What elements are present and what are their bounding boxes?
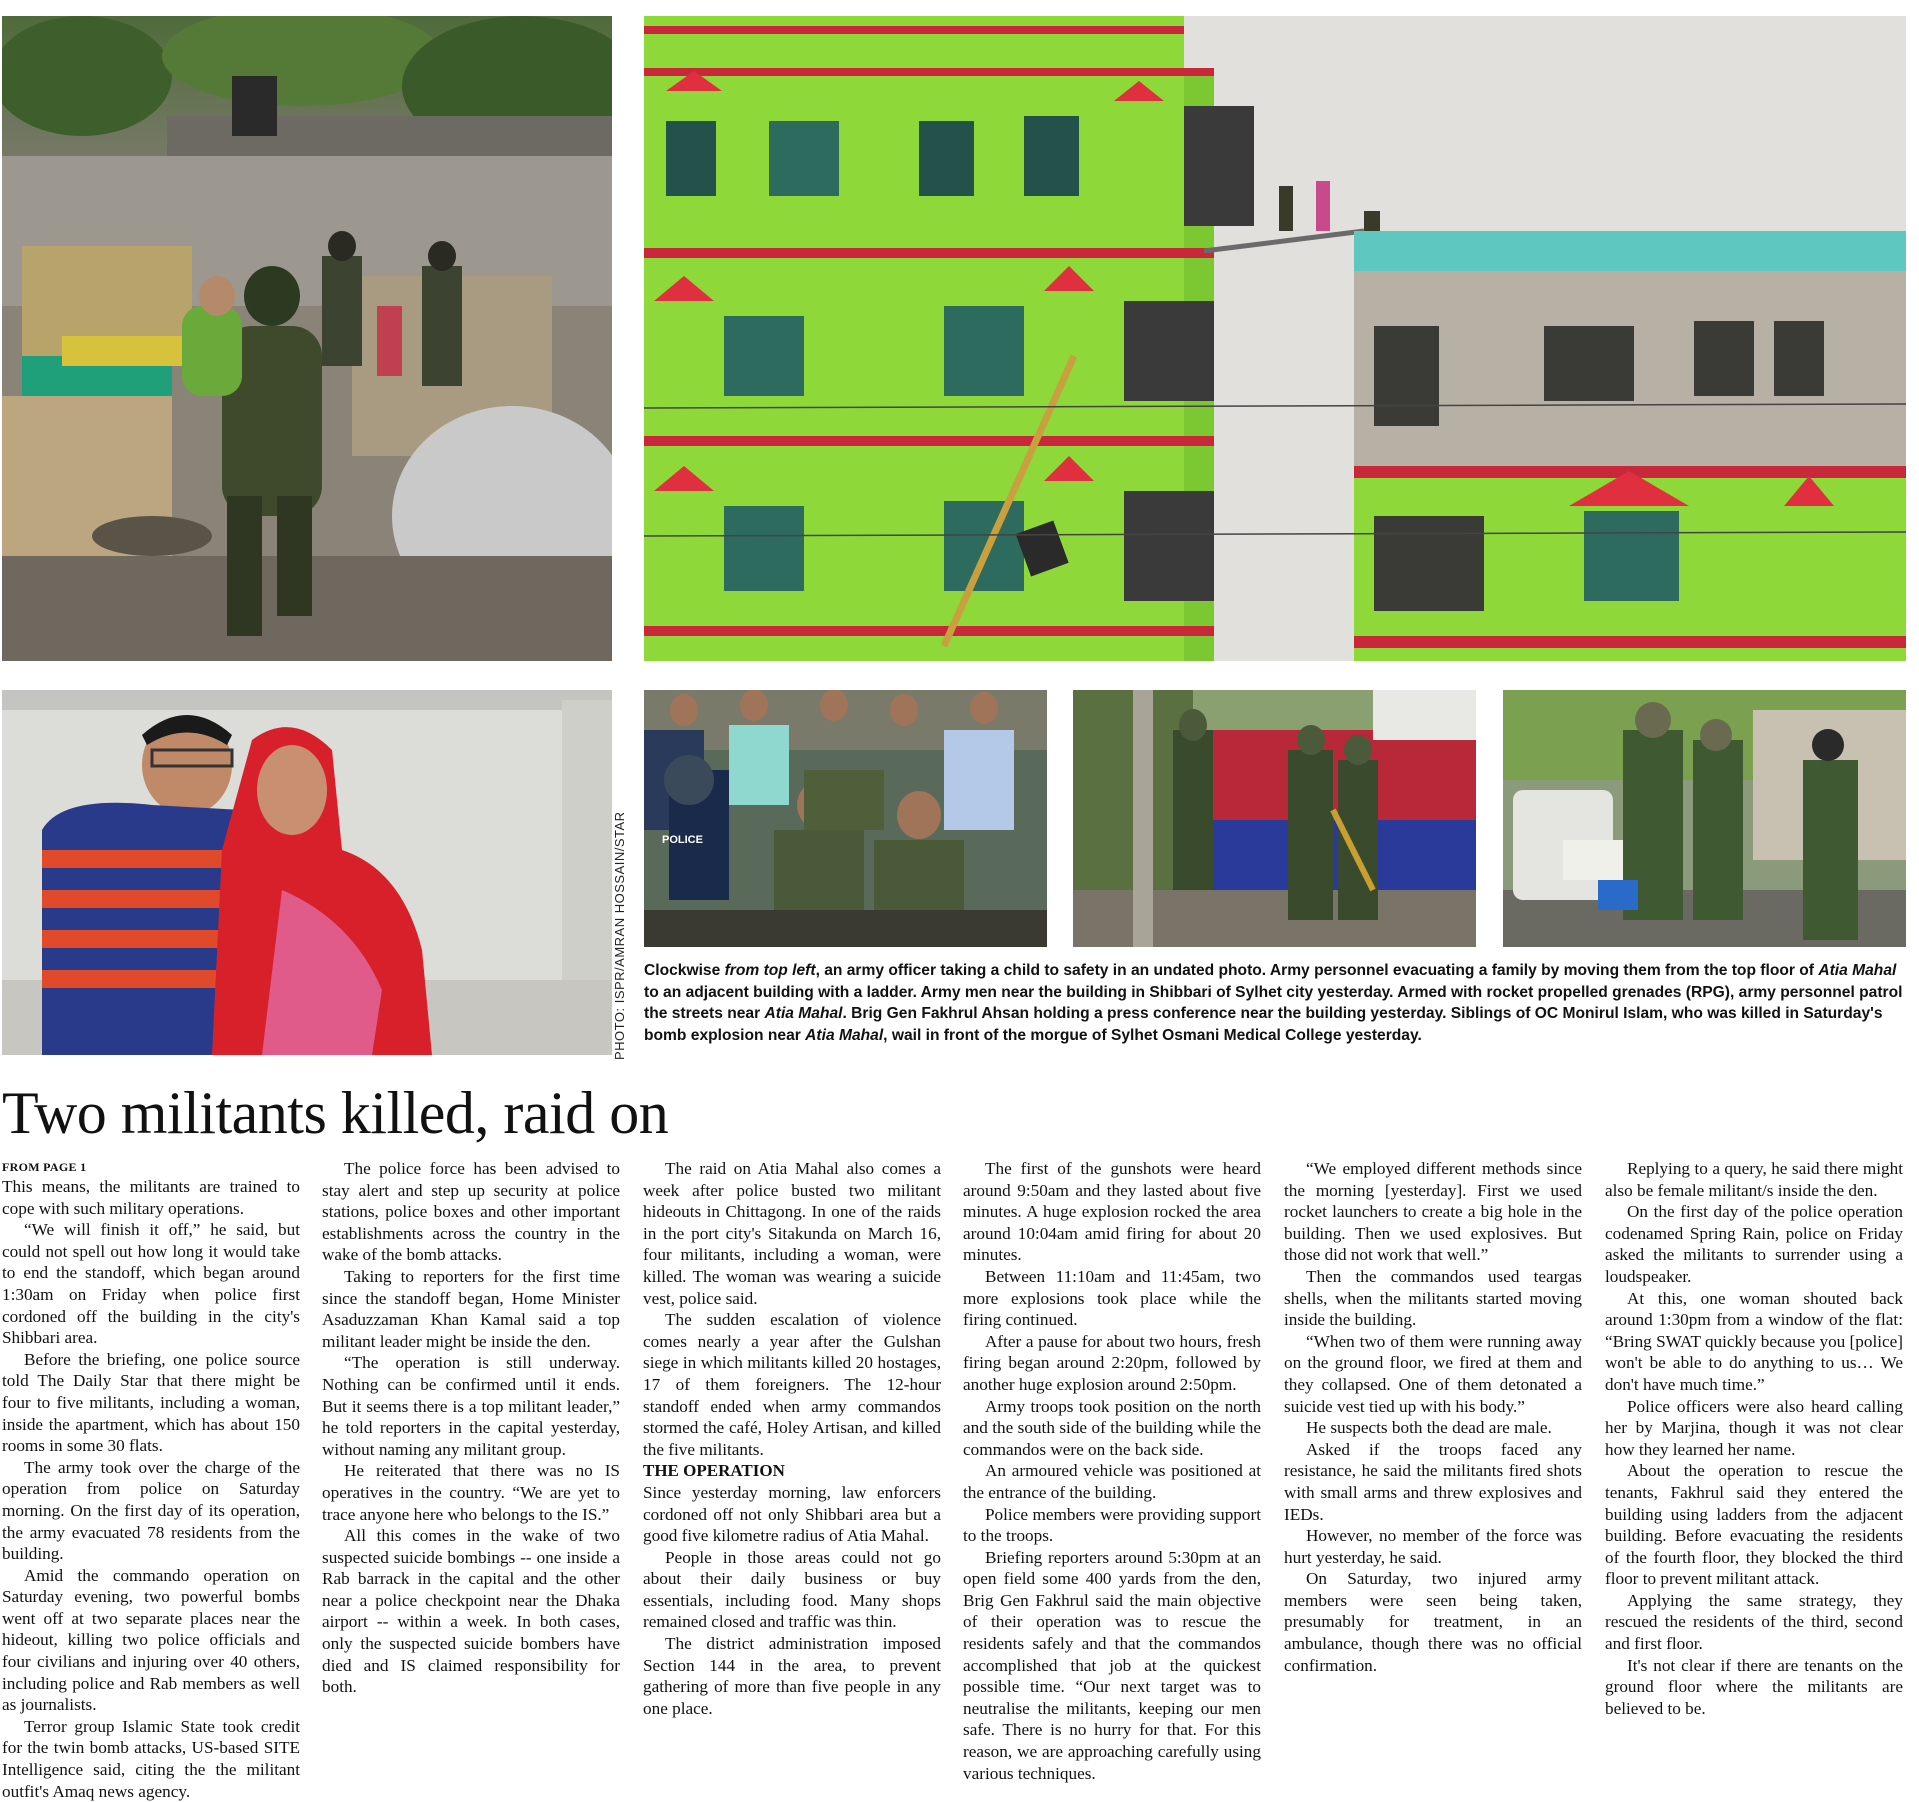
paragraph: “When two of them were running away on the ground floor, we fired at them and they collapsed. One of them detonated a suicide vest tied up with his body.” [1284, 1331, 1582, 1416]
paragraph: Terror group Islamic State took credit for the twin bomb attacks, US-based SITE Intelligence said, citing the the militant outfit's Amaq news agency. [2, 1716, 300, 1801]
article-column-6 [1605, 1158, 1903, 1719]
photo-caption [644, 960, 1906, 1046]
photo-officer-carrying-child [2, 16, 612, 661]
photo-press-conference [644, 690, 1047, 947]
caption-text-1: Clockwise [644, 962, 725, 979]
paragraph: “We employed different methods since the morning [yesterday]. First we used rocket launchers to create a big hole in the building. Then we used explosives. But those did not work that well.” [1284, 1159, 1582, 1265]
paragraph: Since yesterday morning, law enforcers cordoned off not only Shibbari area but a good five kilometre radius of Atia Mahal. [643, 1482, 941, 1546]
paragraph: Police members were providing support to the troops. [963, 1504, 1261, 1546]
paragraph: He suspects both the dead are male. [1306, 1418, 1552, 1438]
paragraph: On Saturday, two injured army members were seen being taken, presumably for treatment, in an ambulance, though there was no official confirmation. [1284, 1569, 1582, 1675]
article-column-3 [643, 1158, 941, 1719]
photo-siblings-wailing [2, 690, 612, 1055]
paragraph: Before the briefing, one police source told The Daily Star that there might be four to five militants, including a woman, inside the apartment, which has about 150 rooms in some 30 flats. [2, 1349, 300, 1456]
photo-credit-text: PHOTO: ISPR/AMRAN HOSSAIN/STAR [612, 811, 627, 1060]
caption-text-3: to an adjacent building with a ladder. Army men near the building in Shibbari of Sylhet city yesterday. Armed with rocket propelled grenades (RPG), army personnel patrol the streets near [644, 983, 1903, 1022]
paragraph: After a pause for about two hours, fresh firing began around 2:20pm, followed by another huge explosion around 2:50pm. [963, 1331, 1261, 1394]
paragraph: All this comes in the wake of two suspected suicide bombings -- one inside a Rab barrack in the capital and the other near a police checkpoint near the Dhaka airport -- within a week. In both cases, only the suspected suicide bombers have died and IS claimed responsibility for both. [322, 1526, 620, 1697]
paragraph: It's not clear if there are tenants on the ground floor where the militants are believed to be. [1605, 1655, 1903, 1718]
caption-text-2: , an army officer taking a child to safety in an undated photo. Army personnel evacuating a family by moving them from the top floor of [815, 962, 1819, 979]
paragraph: However, no member of the force was hurt yesterday, he said. [1284, 1526, 1582, 1567]
paragraph: Taking to reporters for the first time since the standoff began, Home Minister Asaduzzaman Khan Kamal said a top militant leader might be inside the den. [322, 1266, 620, 1351]
caption-emphasis-1: from top left [724, 962, 816, 979]
paragraph: The first of the gunshots were heard around 9:50am and they lasted about five minutes. A huge explosion rocked the area around 10:04am amid firing for about 20 minutes. [963, 1159, 1261, 1265]
paragraph: The army took over the charge of the operation from police on Saturday morning. On the first day of its operation, the army evacuated 78 residents from the building. [2, 1457, 300, 1564]
paragraph: Replying to a query, he said there might also be female militant/s inside the den. [1605, 1159, 1903, 1200]
caption-emphasis-2: Atia Mahal [1818, 962, 1897, 979]
article-column-1 [2, 1158, 300, 1802]
paragraph: The sudden escalation of violence comes nearly a year after the Gulshan siege in which militants killed 20 hostages, 17 of them foreigners. The 12-hour standoff ended when army commandos stormed the café, Holey Artisan, and killed the five militants. [643, 1310, 941, 1459]
paragraph: He reiterated that there was no IS operatives in the country. “We are yet to trace anyone here who belongs to the IS.” [322, 1461, 620, 1524]
paragraph: Applying the same strategy, they rescued the residents of the third, second and first floor. [1605, 1590, 1903, 1654]
paragraph: On the first day of the police operation codenamed Spring Rain, police on Friday asked the militants to surrender using a loudspeaker. [1605, 1202, 1903, 1286]
paragraph: Amid the commando operation on Saturday evening, two powerful bombs went off at two separate places near the hideout, killing two police officials and four civilians and injuring over 40 others, including police and Rab members as well as journalists. [2, 1565, 300, 1715]
photo-army-near-building [1073, 690, 1476, 947]
paragraph: The district administration imposed Section 144 in the area, to prevent gathering of more than five people in any one place. [643, 1634, 941, 1718]
subhead: THE OPERATION [643, 1461, 785, 1481]
paragraph: This means, the militants are trained to cope with such military operations. [2, 1177, 300, 1218]
paragraph: “We will finish it off,” he said, but could not spell out how long it would take to end the standoff, which began around 1:30am on Friday when police first cordoned off the building in the city's Shibbari area. [2, 1220, 300, 1348]
paragraph: Then the commandos used teargas shells, when the militants started moving inside the building. [1284, 1266, 1582, 1330]
paragraph: People in those areas could not go about their daily business or buy essentials, including food. Many shops remained closed and traffic was thin. [643, 1547, 941, 1632]
photo-ladder-evacuation [644, 16, 1906, 661]
photo-credit [612, 790, 630, 1060]
headline: Two militants killed, raid on [2, 1080, 669, 1146]
article-column-4 [963, 1158, 1261, 1784]
paragraph: The raid on Atia Mahal also comes a week after police busted two militant hideouts in Chittagong. In one of the raids in the port city's Sitakunda on March 16, four militants, including a woman, were killed. The woman was wearing a suicide vest, police said. [643, 1159, 941, 1308]
paragraph: “The operation is still underway. Nothing can be confirmed until it ends. But it seems there is a top militant leader,” he told reporters in the capital yesterday, without naming any militant group. [322, 1353, 620, 1459]
caption-text-5: , wail in front of the morgue of Sylhet Osmani Medical College yesterday. [883, 1026, 1422, 1044]
paragraph: At this, one woman shouted back around 1:30pm from a window of the flat: “Bring SWAT quickly because you [police] won't be able to do anything to us… We don't have much time.” [1605, 1288, 1904, 1394]
paragraph: Police officers were also heard calling her by Marjina, though it was not clear how they learned her name. [1605, 1396, 1903, 1459]
caption-emphasis-3: Atia Mahal [764, 1005, 843, 1022]
kicker: FROM PAGE 1 [2, 1160, 87, 1174]
photo-rpg-patrol [1503, 690, 1906, 947]
paragraph: Asked if the troops faced any resistance, he said the militants fired shots with small arms and threw explosives and IEDs. [1284, 1439, 1582, 1524]
paragraph: Between 11:10am and 11:45am, two more explosions took place while the firing continued. [963, 1266, 1261, 1330]
caption-emphasis-4: Atia Mahal [805, 1026, 884, 1044]
caption-text-4: . Brig Gen Fakhrul Ahsan holding a press conference near the building yesterday. Siblings of OC Monirul Islam, who was killed in Saturday's bomb explosion near [644, 1005, 1883, 1044]
paragraph: Briefing reporters around 5:30pm at an open field some 400 yards from the den, Brig Gen Fakhrul said the main objective of their operation was to rescue the residents safely and that the commandos accomplished that job at the quickest possible time. “Our next target was to neutralise the militants, keeping our men safe. There is no hurry for that. For this reason, we are approaching carefully using various techniques. [963, 1547, 1261, 1783]
paragraph: About the operation to rescue the tenants, Fakhrul said they entered the building using ladders from the adjacent building. Before evacuating the residents of the fourth floor, they blocked the third floor to prevent militant attack. [1605, 1461, 1903, 1589]
article-column-5 [1284, 1158, 1582, 1676]
paragraph: An armoured vehicle was positioned at the entrance of the building. [963, 1461, 1261, 1502]
article-column-2 [322, 1158, 620, 1698]
paragraph: Army troops took position on the north and the south side of the building while the commandos were on the back side. [963, 1396, 1261, 1459]
paragraph: The police force has been advised to stay alert and step up security at police stations, police boxes and other important establishments across the country in the wake of the bomb attacks. [322, 1159, 620, 1265]
police-vest-label: POLICE [662, 834, 703, 846]
